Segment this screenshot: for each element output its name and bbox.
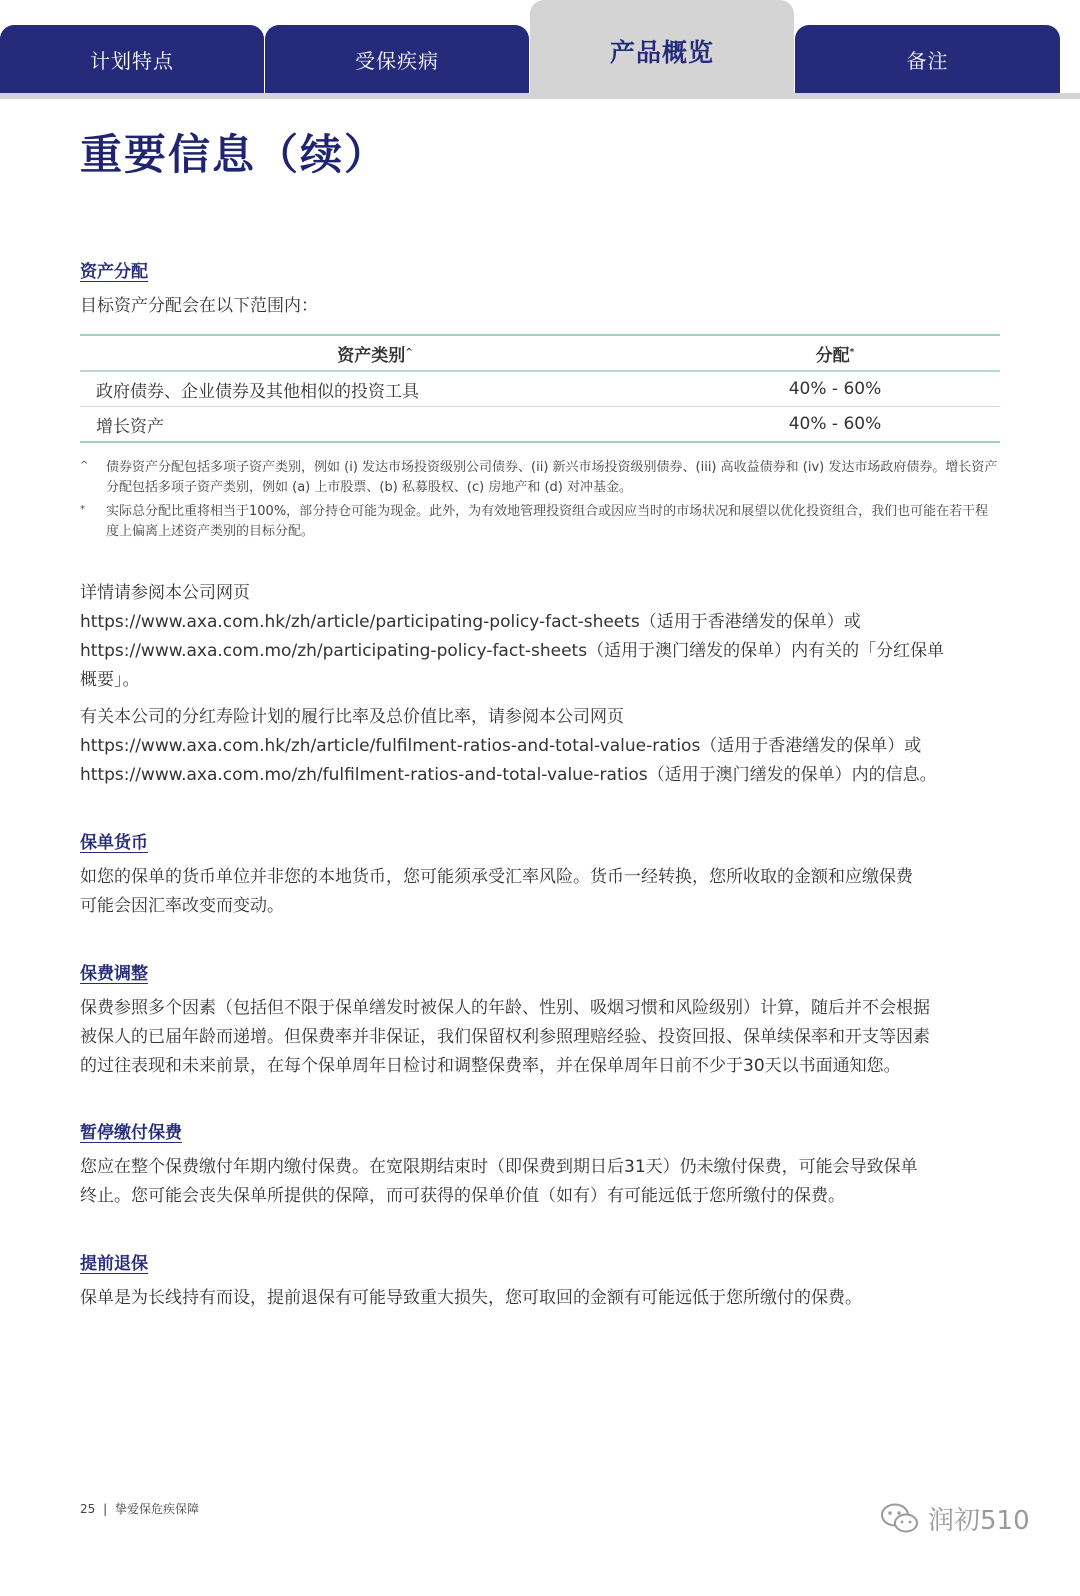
text-line: 有关本公司的分红寿险计划的履行比率及总价值比率，请参阅本公司网页 [80,707,624,727]
cell-allocation: 40% - 60% [788,414,882,434]
footnote-mark: * [80,504,85,515]
fact-sheet-link-mo[interactable]: https://www.axa.com.mo/zh/participating-policy-fact-sheets（适用于澳门缮发的保单）内有关的「分红保单 [80,641,945,661]
tab-product-overview[interactable] [530,0,794,93]
suspend-payment-text [80,1153,1000,1211]
section-heading-policy-currency: 保单货币 [80,833,148,853]
footnote [80,502,1000,542]
text-line: 保单是为长线持有而设，提前退保有可能导致重大损失，您可取回的金额有可能远低于您所缴付的保费。 [80,1288,862,1308]
premium-adjustment-text [80,994,1000,1081]
text-line: 保费参照多个因素（包括但不限于保单缮发时被保人的年龄、性别、吸烟习惯和风险级别）计算，随后并不会根据 [80,998,930,1018]
asset-allocation-table [80,334,1000,443]
page-footer [80,1500,199,1517]
column-header-allocation: 分配* [815,345,855,366]
tab-plan-features[interactable] [0,25,264,93]
tab-remarks[interactable] [795,25,1060,93]
wechat-icon [880,1502,920,1536]
page-title: 重要信息（续） [80,130,389,179]
text-line: 可能会因汇率改变而变动。 [80,896,284,916]
asset-allocation-intro: 目标资产分配会在以下范围内： [80,296,318,316]
text-line: 被保人的已届年龄而递增。但保费率并非保证，我们保留权利参照理赔经验、投资回报、保单续保率和开支等因素 [80,1027,930,1047]
text-line: 您应在整个保费缴付年期内缴付保费。在宽限期结束时（即保费到期日后31天）仍未缴付保费，可能会导致保单 [80,1157,918,1177]
footnote-mark: * [849,346,855,357]
ratios-link-hk[interactable]: https://www.axa.com.hk/zh/article/fulfilment-ratios-and-total-value-ratios（适用于香港缮发的保单）或 [80,736,922,756]
tab-label: 产品概览 [609,38,714,67]
footnote [80,458,1000,498]
section-heading-asset-allocation: 资产分配 [80,262,148,282]
tab-label: 受保疾病 [355,48,439,73]
tab-underline [0,93,1080,99]
product-name: 挚爱保危疾保障 [114,1502,199,1516]
text-line: 详情请参阅本公司网页 [80,583,250,603]
text-line: 如您的保单的货币单位并非您的本地货币，您可能须承受汇率风险。货币一经转换，您所收取的金额和应缴保费 [80,867,913,887]
cell-allocation: 40% - 60% [788,379,882,399]
section-heading-early-surrender: 提前退保 [80,1254,148,1274]
table-header-row [80,335,1000,371]
tab-label: 备注 [906,48,949,73]
footnote-text: 实际总分配比重将相当于100%，部分持仓可能为现金。此外，为有效地管理投资组合或因应当时的市场状况和展望以优化投资组合，我们也可能在若干程度上偏离上述资产类别的目标分配。 [106,504,989,539]
page-number: 25 [80,1502,96,1516]
reference-paragraph-fact-sheets [80,579,1000,695]
fact-sheet-link-hk[interactable]: https://www.axa.com.hk/zh/article/participating-policy-fact-sheets（适用于香港缮发的保单）或 [80,612,861,632]
reference-paragraph-ratios [80,703,1000,790]
policy-currency-text [80,863,1000,921]
column-header-asset-class: 资产类别^ [337,345,413,366]
ratios-link-mo[interactable]: https://www.axa.com.mo/zh/fulfilment-ratios-and-total-value-ratios（适用于澳门缮发的保单）内的信息。 [80,765,937,785]
tab-covered-illnesses[interactable] [265,25,529,93]
cell-asset-class: 增长资产 [96,416,164,437]
footnote-text: 债券资产分配包括多项子资产类别，例如 (i) 发达市场投资级别公司债券、(ii) 新兴市场投资级别债券、(iii) 高收益债券和 (iv) 发达市场政府债券。增长资产分配包括多项子资产类别，例如 (a) 上市股票、(b) 私募股权、(c) 房地产和 (d) 对冲基金。 [106,460,998,495]
watermark-text: 润初510 [928,1506,1030,1536]
footnote-mark: ^ [405,346,413,357]
text-line: 的过往表现和未来前景，在每个保单周年日检讨和调整保费率，并在保单周年日前不少于30天以书面通知您。 [80,1056,901,1076]
early-surrender-text [80,1284,1000,1313]
table-row [80,371,1000,407]
watermark [880,1500,1030,1537]
section-heading-premium-adjustment: 保费调整 [80,964,148,984]
section-heading-suspend-payment: 暂停缴付保费 [80,1123,182,1143]
cell-asset-class: 政府债券、企业债券及其他相似的投资工具 [96,381,419,402]
footnotes [80,458,1000,546]
text-line: 概要」。 [80,670,140,690]
top-tab-bar [0,0,1080,100]
text-line: 终止。您可能会丧失保单所提供的保障，而可获得的保单价值（如有）有可能远低于您所缴付的保费。 [80,1186,845,1206]
footer-separator: | [103,1502,108,1516]
tab-label: 计划特点 [90,48,174,73]
footnote-mark: ^ [80,460,89,471]
table-row [80,407,1000,443]
